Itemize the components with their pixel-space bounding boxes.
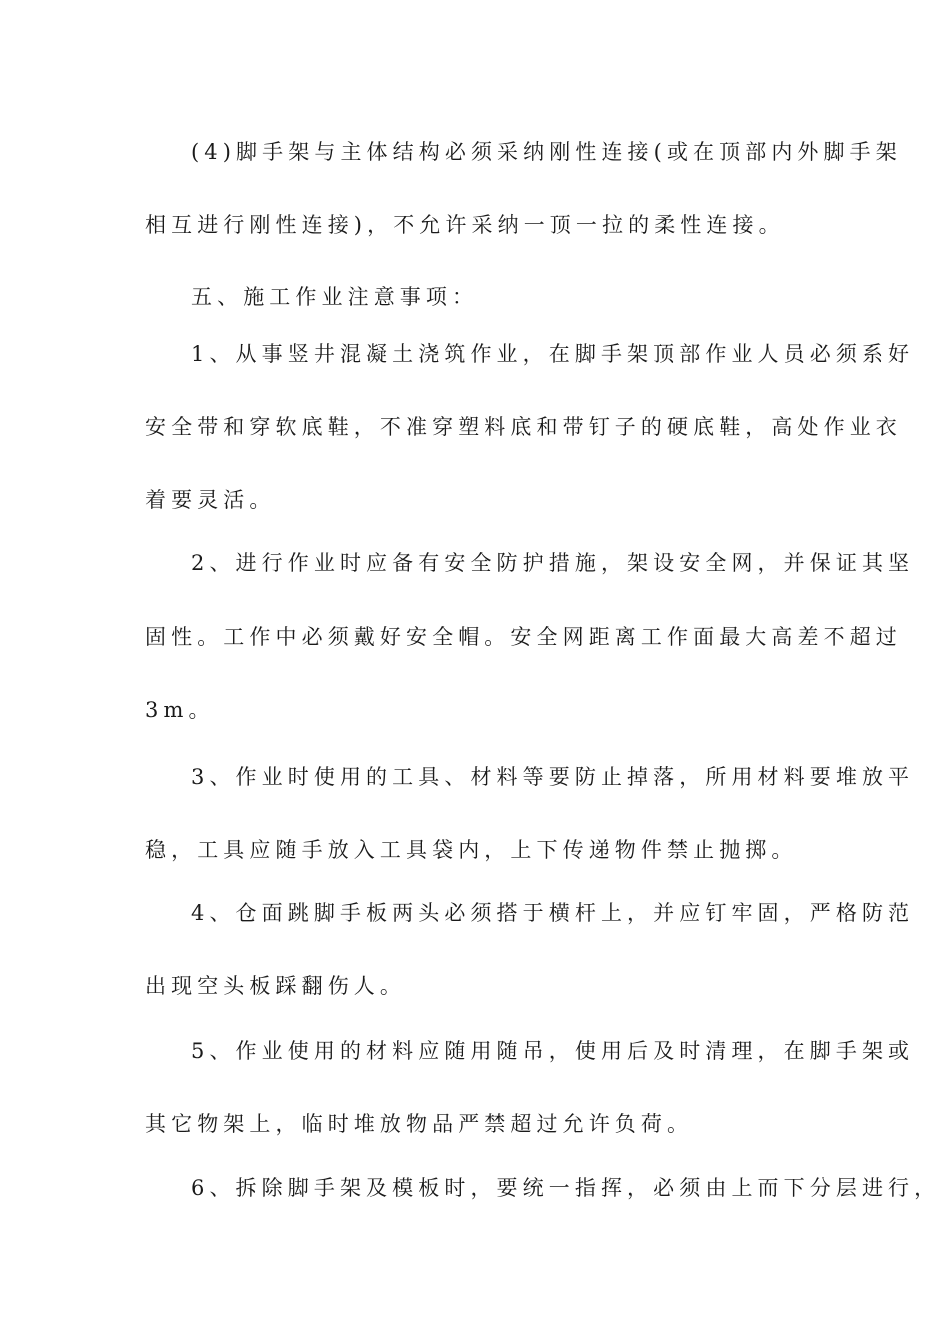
item-1-line-2: 安全带和穿软底鞋，不准穿塑料底和带钉子的硬底鞋，高处作业衣 xyxy=(145,415,902,439)
item-4-line-2: 出现空头板踩翻伤人。 xyxy=(145,974,406,998)
section-heading: 五、施工作业注意事项： xyxy=(191,285,479,309)
item-1-line-3: 着要灵活。 xyxy=(145,488,276,512)
item-2-line-3: 3m。 xyxy=(145,698,215,722)
item-2-line-1: 2、进行作业时应备有安全防护措施，架设安全网，并保证其坚 xyxy=(191,551,915,575)
paragraph-4-line-2: 相互进行刚性连接)，不允许采纳一顶一拉的柔性连接。 xyxy=(145,213,785,237)
item-4-line-1: 4、仓面跳脚手板两头必须搭于横杆上，并应钉牢固，严格防范 xyxy=(191,901,915,925)
item-5-line-2: 其它物架上，临时堆放物品严禁超过允许负荷。 xyxy=(145,1112,694,1136)
item-5-line-1: 5、作业使用的材料应随用随吊，使用后及时清理，在脚手架或 xyxy=(191,1039,915,1063)
item-6-line-1: 6、拆除脚手架及模板时，要统一指挥，必须由上而下分层进行， xyxy=(191,1176,941,1200)
item-2-line-2: 固性。工作中必须戴好安全帽。安全网距离工作面最大高差不超过 xyxy=(145,625,902,649)
item-3-line-1: 3、作业时使用的工具、材料等要防止掉落，所用材料要堆放平 xyxy=(191,765,915,789)
paragraph-4-line-1: (4)脚手架与主体结构必须采纳刚性连接(或在顶部内外脚手架 xyxy=(191,140,902,164)
item-1-line-1: 1、从事竖井混凝土浇筑作业，在脚手架顶部作业人员必须系好 xyxy=(191,342,915,366)
item-3-line-2: 稳，工具应随手放入工具袋内，上下传递物件禁止抛掷。 xyxy=(145,838,798,862)
